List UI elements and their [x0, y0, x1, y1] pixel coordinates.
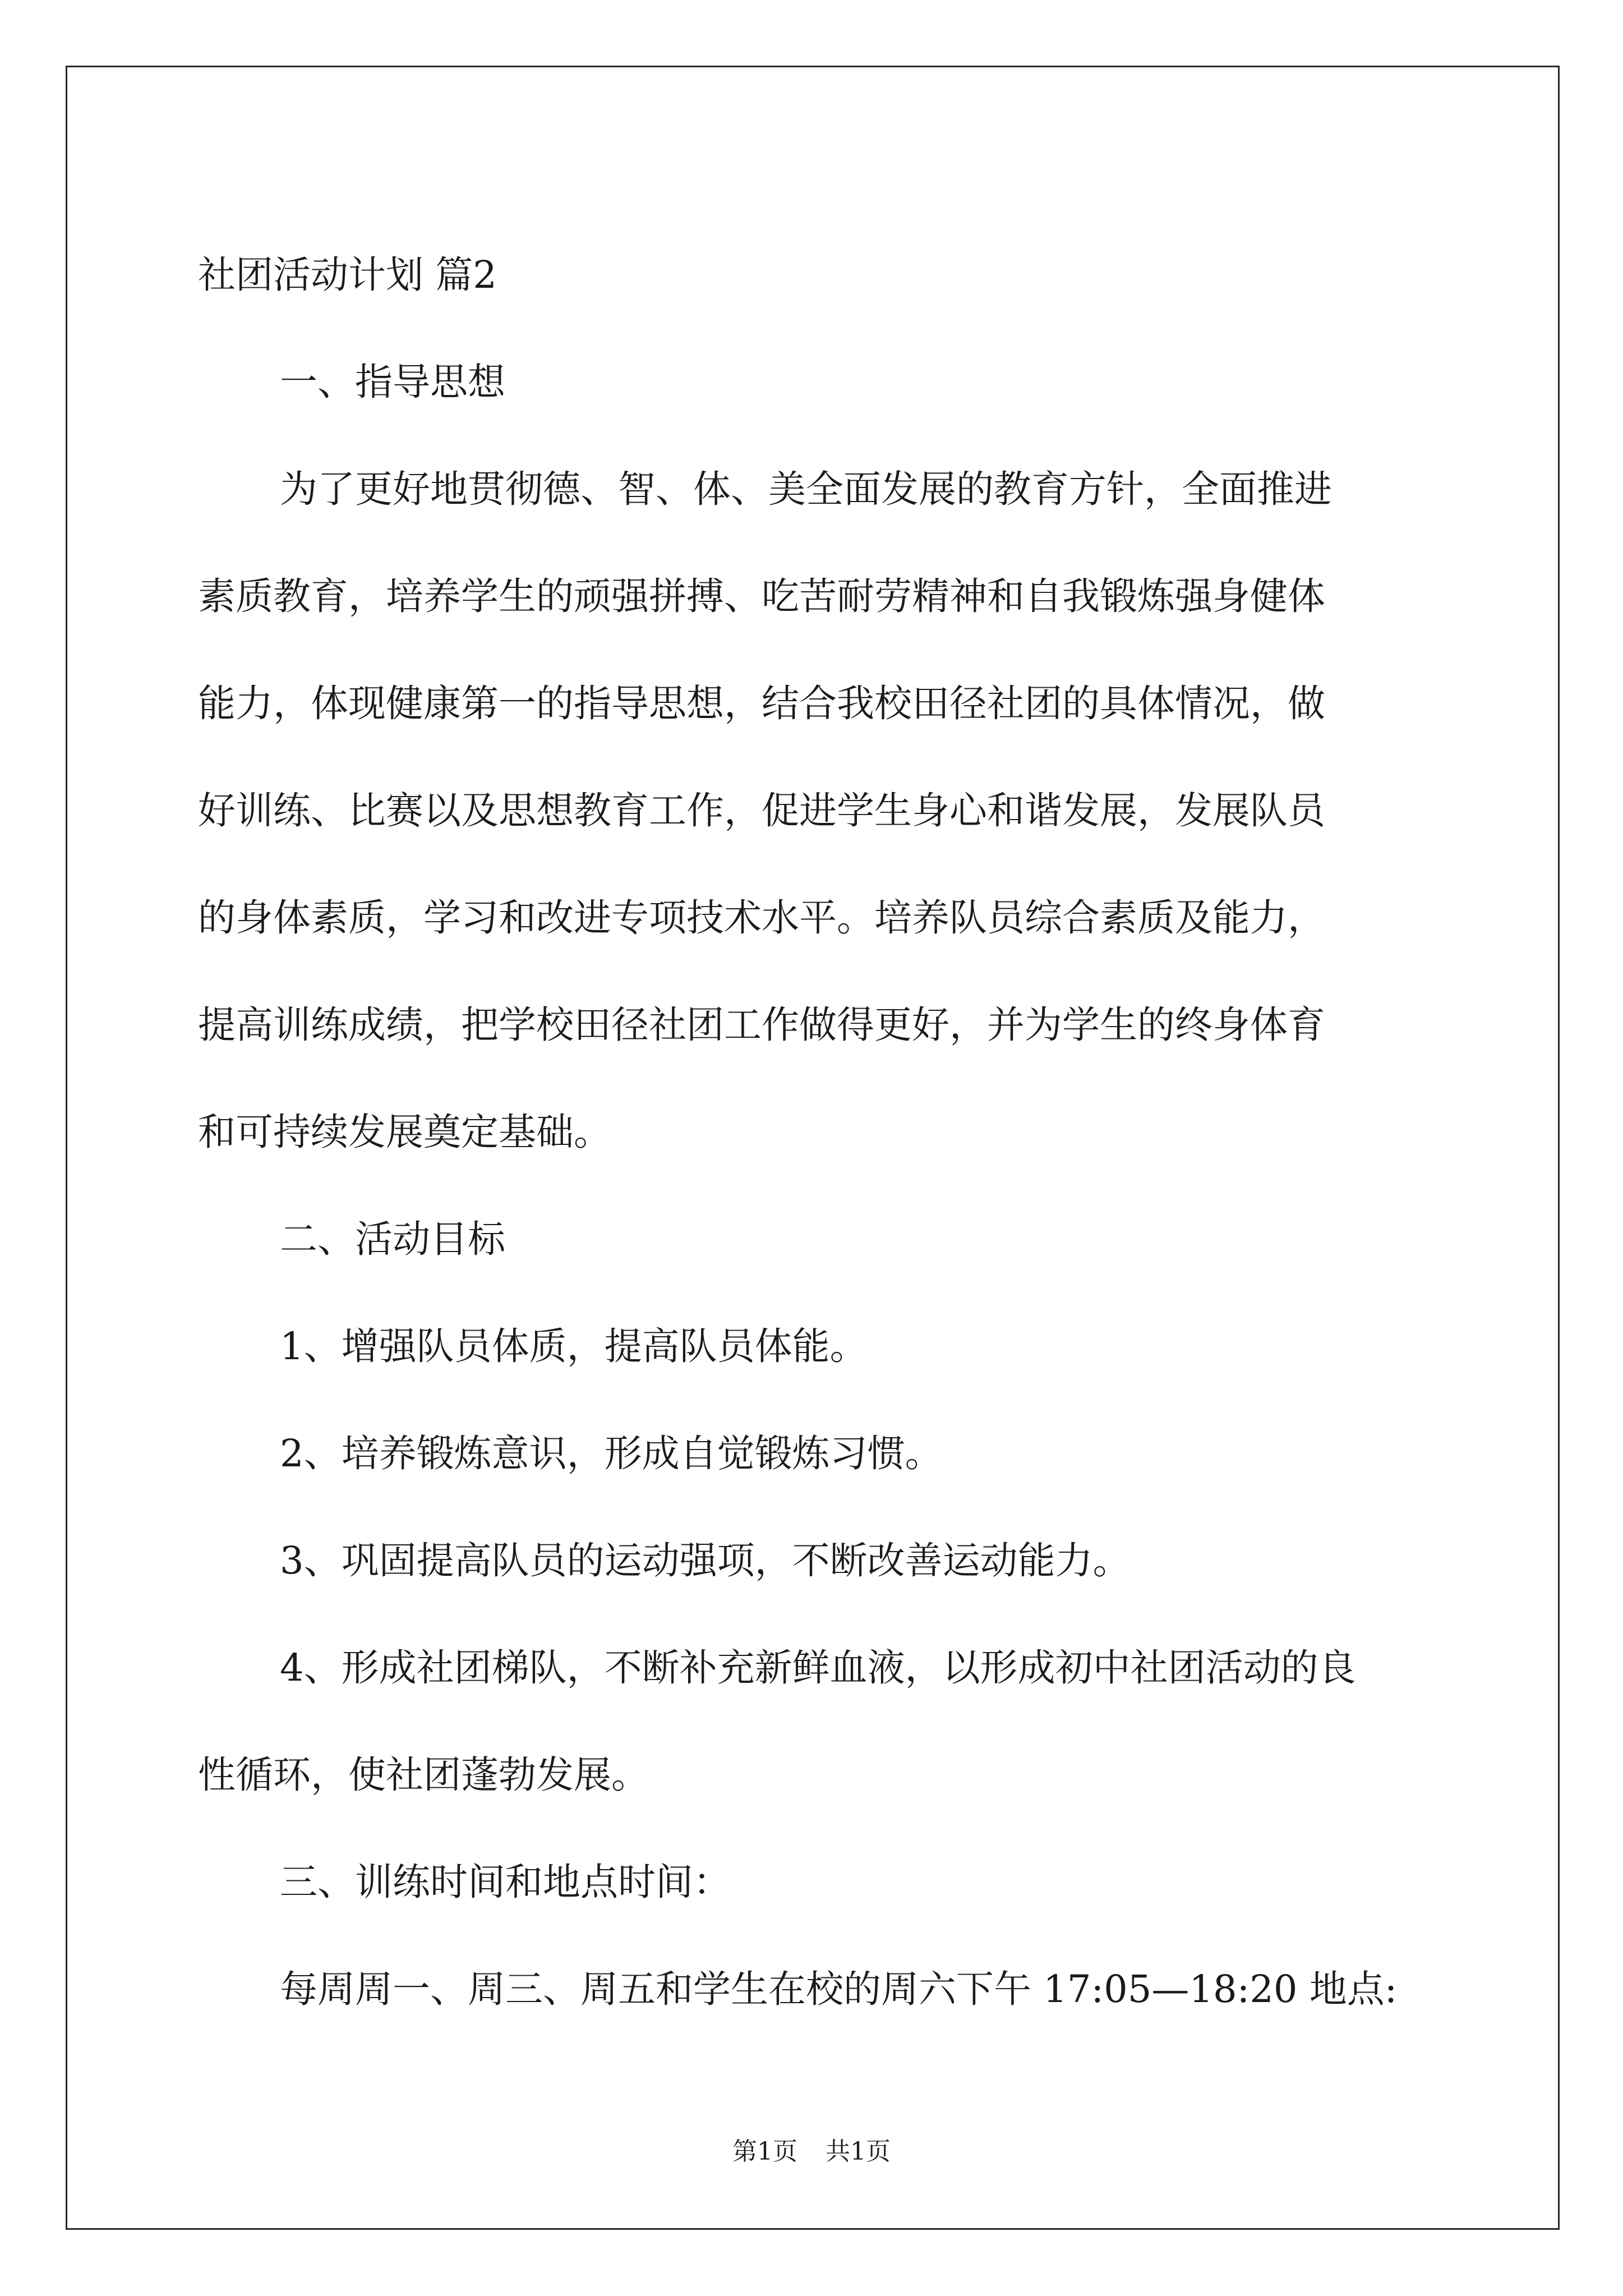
page-number-current: 第1页: [732, 2137, 797, 2166]
paragraph-line: 能力，体现健康第一的指导思想，结合我校田径社团的具体情况，做: [198, 682, 1325, 725]
list-item: 1、增强队员体质，提高队员体能。: [280, 1324, 868, 1368]
paragraph-line: 提高训练成绩，把学校田径社团工作做得更好，并为学生的终身体育: [198, 1003, 1325, 1047]
page-footer: [0, 2135, 1623, 2169]
section-heading-activity-goals: 二、活动目标: [280, 1217, 505, 1261]
paragraph-line: 每周周一、周三、周五和学生在校的周六下午 17:05—18:20 地点:: [280, 1967, 1398, 2011]
paragraph-line: 的身体素质，学习和改进专项技术水平。培养队员综合素质及能力，: [198, 896, 1325, 940]
section-heading-training-time-place: 三、训练时间和地点时间：: [280, 1860, 731, 1904]
list-item: 3、巩固提高队员的运动强项，不断改善运动能力。: [280, 1539, 1131, 1582]
document-title: 社团活动计划 篇2: [198, 253, 497, 297]
document-body: [198, 222, 1432, 2043]
paragraph-line: 素质教育，培养学生的顽强拼搏、吃苦耐劳精神和自我锻炼强身健体: [198, 574, 1325, 618]
paragraph-line: 好训练、比赛以及思想教育工作，促进学生身心和谐发展，发展队员: [198, 789, 1325, 832]
page-number-total: 共1页: [826, 2137, 891, 2166]
list-item: 4、形成社团梯队，不断补充新鲜血液，以形成初中社团活动的良: [280, 1646, 1356, 1690]
paragraph-line: 为了更好地贯彻德、智、体、美全面发展的教育方针，全面推进: [280, 467, 1332, 511]
list-item-continuation: 性循环，使社团蓬勃发展。: [198, 1753, 649, 1797]
list-item: 2、培养锻炼意识，形成自觉锻炼习惯。: [280, 1432, 943, 1475]
section-heading-guiding-ideology: 一、指导思想: [280, 360, 505, 404]
paragraph-line: 和可持续发展奠定基础。: [198, 1110, 611, 1154]
